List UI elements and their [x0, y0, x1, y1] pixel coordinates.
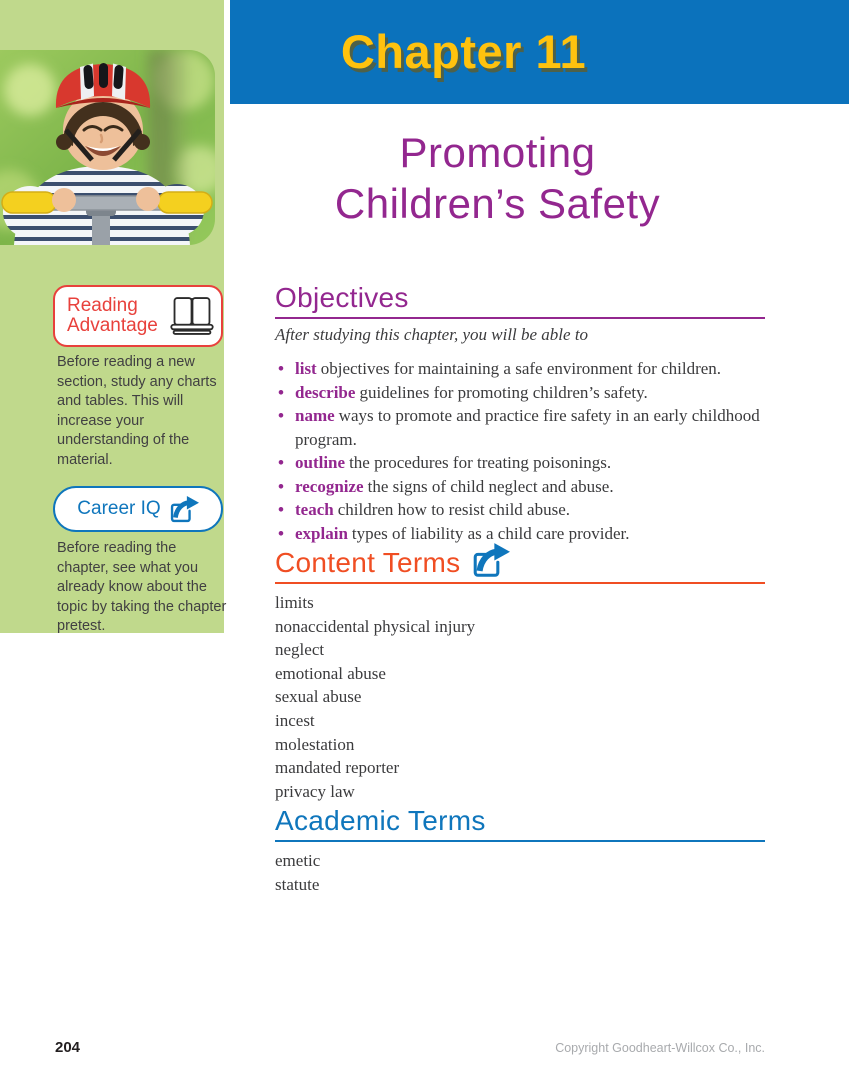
objective-keyword: outline [295, 453, 346, 472]
objective-item [275, 522, 765, 546]
child-bike-helmet-illustration [0, 50, 215, 245]
objective-text: the procedures for treating poisonings. [349, 453, 612, 472]
reading-advantage-text: Before reading a new section, study any charts and tables. This will increase your understanding of the material. [57, 354, 217, 468]
term: privacy law [275, 781, 355, 801]
academic-terms-heading: Academic Terms [275, 805, 486, 836]
reading-advantage-badge [53, 285, 223, 347]
term: nonaccidental physical injury [275, 616, 476, 636]
academic-terms-heading-row [275, 806, 765, 842]
content-terms-heading: Content Terms [275, 547, 461, 578]
page-number: 204 [55, 1039, 81, 1056]
reading-advantage-label-line1: Reading [67, 294, 138, 316]
objective-keyword: teach [295, 500, 334, 519]
objectives-heading: Objectives [275, 282, 409, 313]
objective-text: objectives for maintaining a safe environment for children. [320, 359, 722, 378]
chapter-title-line2: Children’s Safety [334, 180, 661, 227]
objective-text: the signs of child neglect and abuse. [367, 476, 614, 496]
term: statute [275, 874, 320, 894]
content-terms-list [275, 591, 765, 803]
chapter-banner [230, 0, 849, 104]
content-terms-heading-row [275, 543, 765, 584]
copyright-notice: Copyright Goodheart-Willcox Co., Inc. [555, 1041, 765, 1055]
term: limits [275, 593, 314, 612]
chapter-title-line1: Promoting [399, 129, 596, 176]
term: sexual abuse [275, 687, 362, 707]
reading-advantage-label [67, 296, 169, 337]
content-terms-section [275, 543, 765, 803]
share-arrow-icon [470, 543, 510, 578]
objective-item [275, 357, 765, 381]
objective-keyword: recognize [295, 476, 364, 496]
share-arrow-icon [168, 496, 199, 523]
objective-keyword: list [295, 359, 317, 378]
child-bike-helmet-photo [0, 50, 215, 245]
objectives-list [275, 357, 765, 545]
objective-item [275, 404, 765, 451]
term: emotional abuse [275, 663, 386, 683]
objective-text: guidelines for promoting children’s safety. [359, 382, 648, 402]
term: incest [275, 710, 315, 730]
term: neglect [275, 640, 325, 660]
term: molestation [275, 734, 355, 754]
career-iq-text: Before reading the chapter, see what you already know about the topic by taking the chapter pretest. [57, 540, 227, 634]
term: mandated reporter [275, 758, 400, 778]
objective-item [275, 451, 765, 475]
chapter-label: Chapter 11 [340, 25, 587, 78]
objective-item [275, 498, 765, 522]
objectives-heading-row [275, 283, 765, 319]
career-iq-badge [53, 486, 223, 532]
objective-item [275, 381, 765, 405]
career-iq-label: Career IQ [77, 498, 161, 519]
objective-text: types of liability as a child care provider. [351, 523, 630, 543]
reading-advantage-label-line2: Advantage [67, 315, 158, 336]
open-book-icon [169, 295, 215, 337]
objective-text: ways to promote and practice fire safety in an early childhood program. [295, 406, 760, 449]
objective-keyword: explain [295, 523, 348, 543]
objectives-intro: After studying this chapter, you will be able to [275, 325, 589, 344]
academic-terms-section [275, 806, 765, 896]
objectives-section [275, 283, 765, 545]
academic-terms-list [275, 849, 765, 896]
objective-item [275, 475, 765, 499]
objective-keyword: name [295, 406, 335, 425]
term: emetic [275, 851, 321, 870]
objective-keyword: describe [295, 382, 356, 402]
chapter-title [230, 127, 765, 229]
objective-text: children how to resist child abuse. [337, 500, 570, 519]
